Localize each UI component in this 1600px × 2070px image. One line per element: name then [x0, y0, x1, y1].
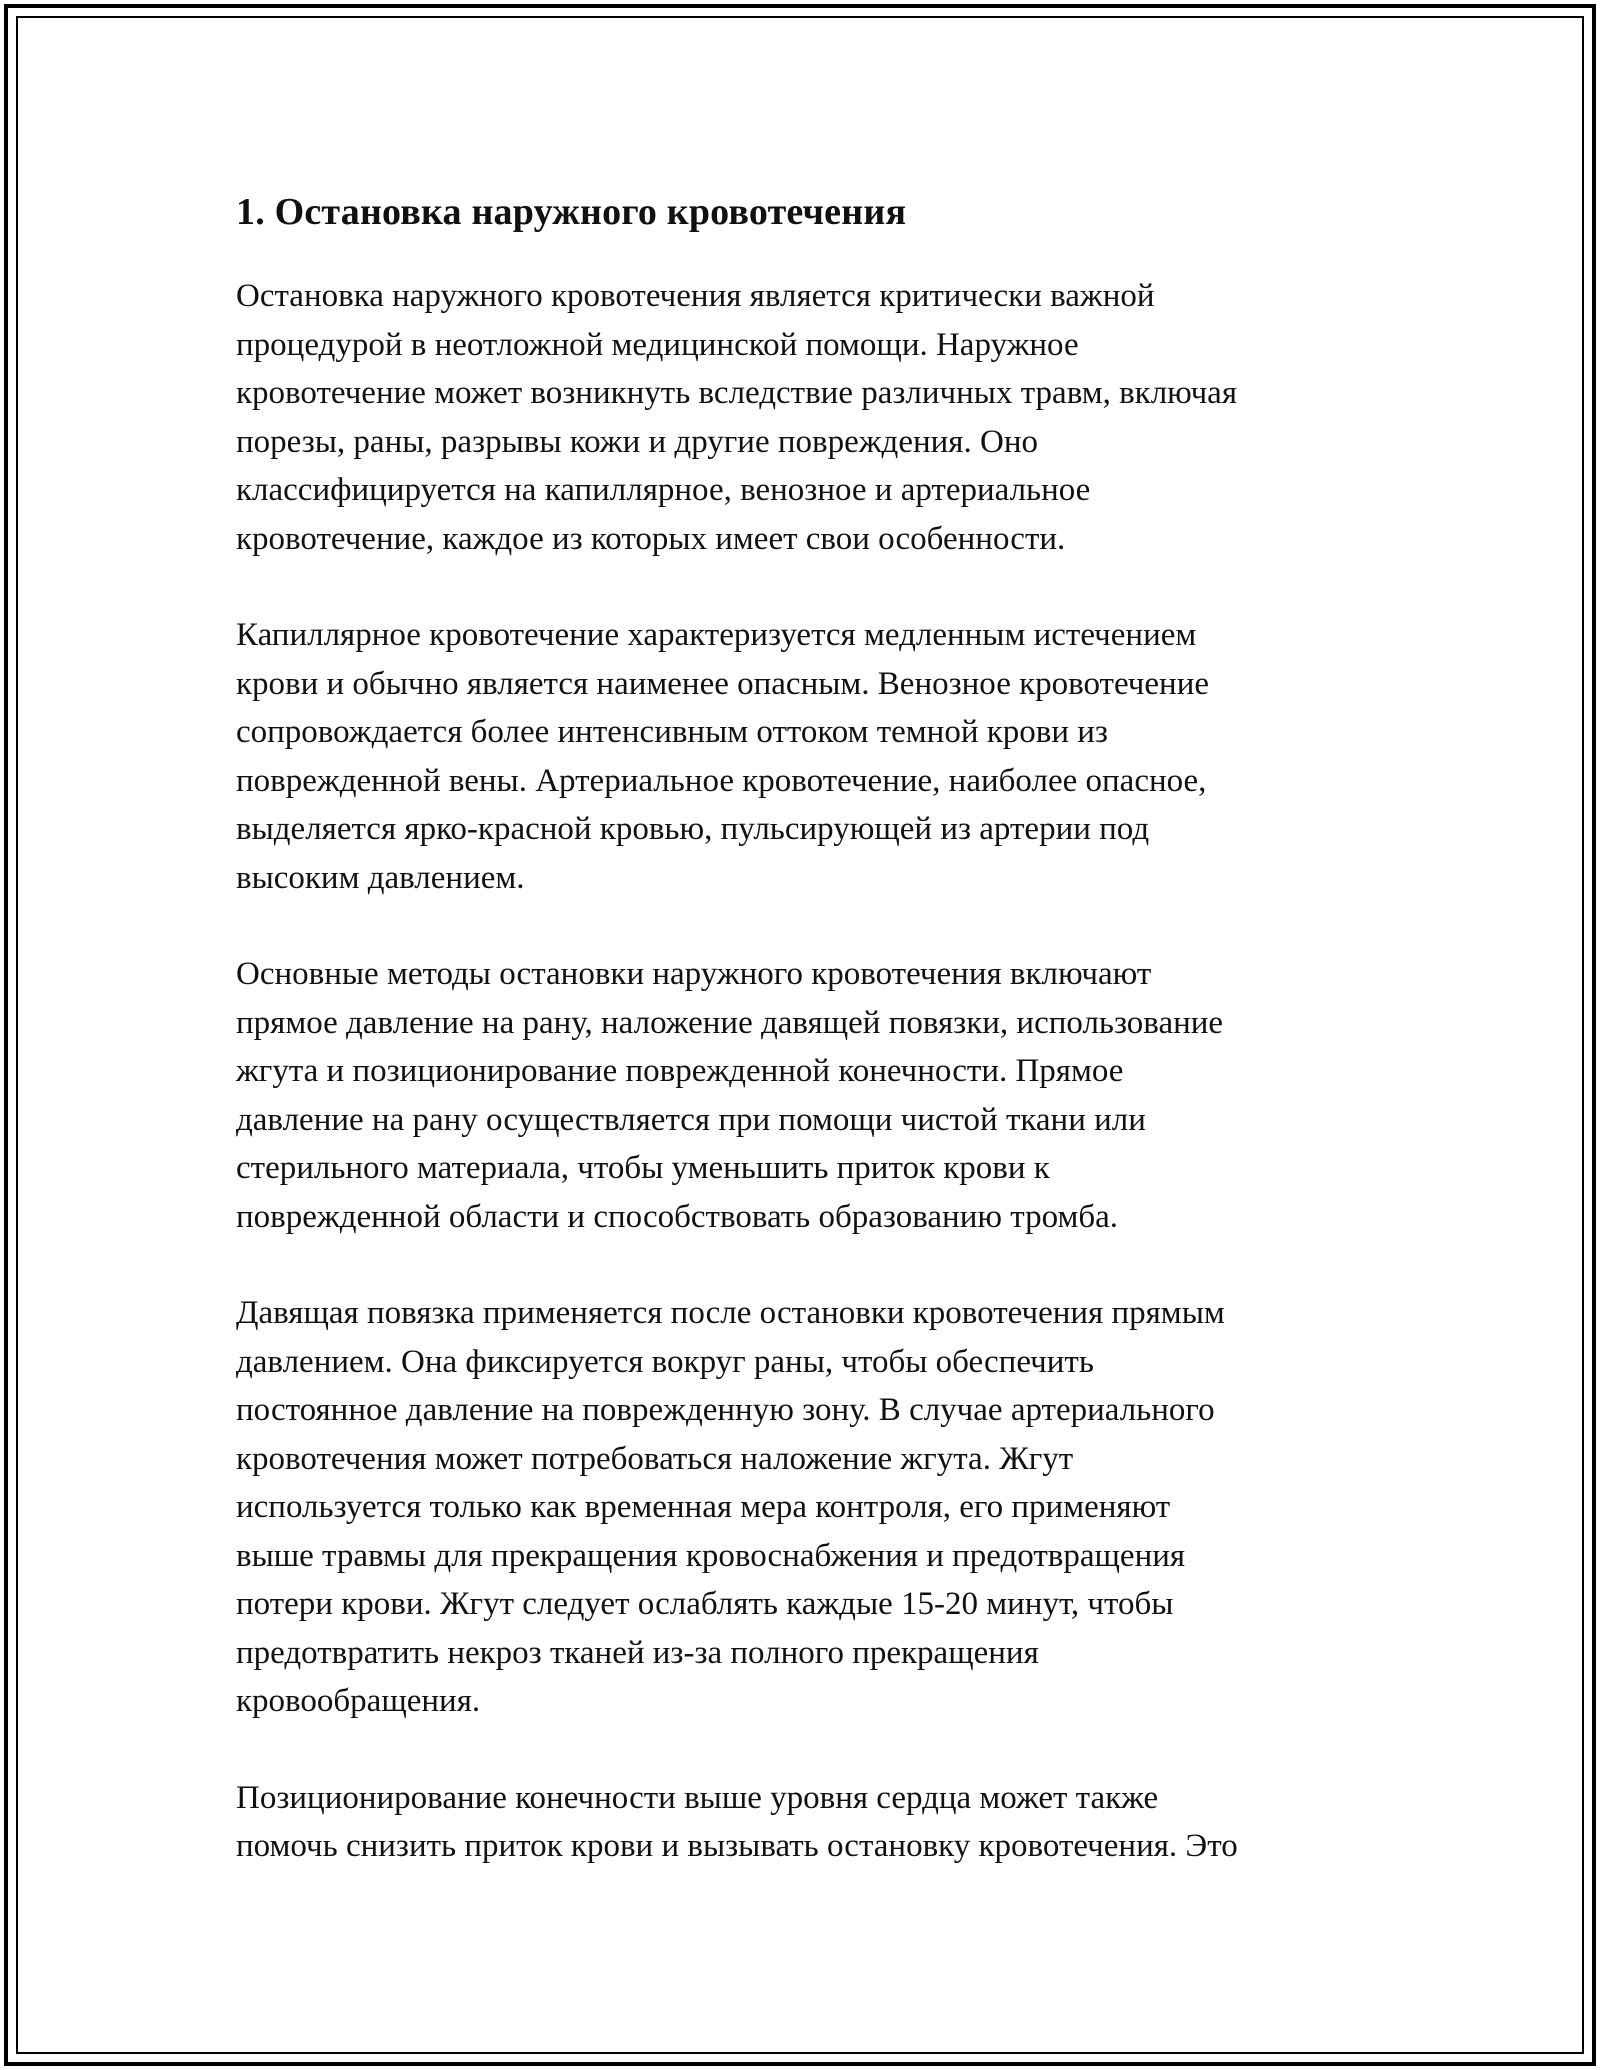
- paragraph-limb-positioning: Позиционирование конечности выше уровня сердца может также помочь снизить приток крови и вызывать остановку кровотечения. Это: [236, 1779, 1238, 1864]
- paragraph-pressure-bandage: Давящая повязка применяется после остановки кровотечения прямым давлением. Она фиксируется вокруг раны, чтобы обеспечить постоянное давление на поврежденную зону. В случае артериального кровотечения может потребоваться наложение жгута. Жгут используется только как временная мера контроля, его применяют выше травмы для прекращения кровоснабжения и предотвращения потери крови. Жгут следует ослаблять каждые 15-20 минут, чтобы предотвратить некроз тканей из-за полного прекращения кровообращения.: [236, 1295, 1225, 1719]
- section-heading: 1. Остановка наружного кровотечения: [236, 191, 907, 233]
- paragraph-bleeding-overview: Остановка наружного кровотечения является критически важной процедурой в неотложной медицинской помощи. Наружное кровотечение может возникнуть вследствие различных травм, включая порезы, раны, разрывы кожи и другие повреждения. Оно классифицируется на капиллярное, венозное и артериальное кровотечение, каждое из которых имеет свои особенности.: [236, 278, 1238, 557]
- document-body: [236, 186, 1376, 1871]
- paragraph-bleeding-types: Капиллярное кровотечение характеризуется медленным истечением крови и обычно является наименее опасным. Венозное кровотечение сопровождается более интенсивным оттоком темной крови из поврежденной вены. Артериальное кровотечение, наиболее опасное, выделяется ярко-красной кровью, пульсирующей из артерии под высоким давлением.: [236, 617, 1210, 896]
- paragraph-control-methods: Основные методы остановки наружного кровотечения включают прямое давление на рану, наложение давящей повязки, использование жгута и позиционирование поврежденной конечности. Прямое давление на рану осуществляется при помощи чистой ткани или стерильного материала, чтобы уменьшить приток крови к поврежденной области и способствовать образованию тромба.: [236, 956, 1224, 1235]
